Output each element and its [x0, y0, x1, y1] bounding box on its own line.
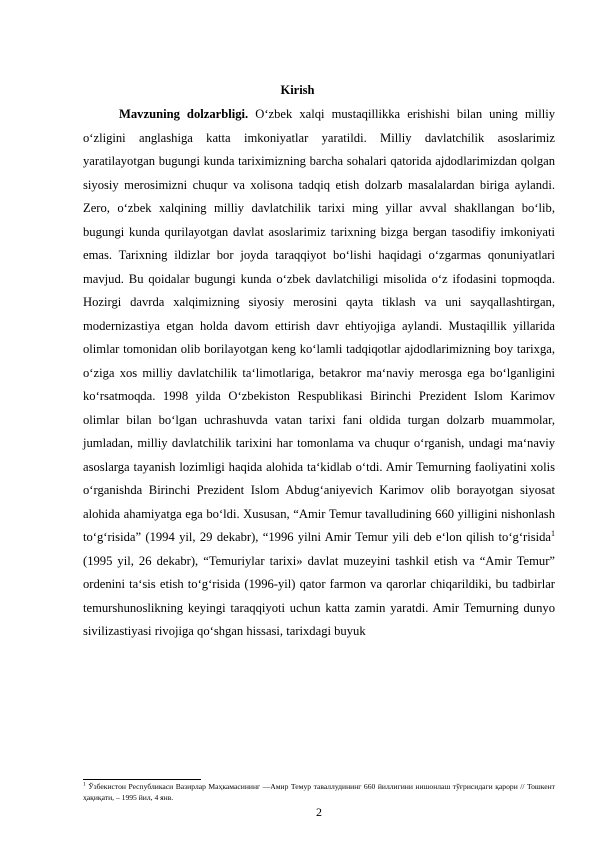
main-paragraph — [83, 103, 555, 644]
paragraph-text-part1: O‘zbek xalqi mustaqillikka erishishi bilan uning milliy o‘zligini anglashiga katta imkoniyatlar yaratildi. Milliy davlatchilik asoslarimiz yaratilayotgan bugungi kunda tariximizning barcha sohalari qatorida ajdodlarimizdan qolgan siyosiy merosimizni chuqur va xolisona tadqiq etish dolzarb masalalardan biriga aylandi. Zero, o‘zbek xalqining milliy davlatchilik tarixi ming yillar avval shakllangan bo‘lib, bugungi kunda qurilayotgan davlat asoslarimiz tarixning bizga bergan tasodifiy imkoniyati emas. Tarixning ildizlar bor joyda taraqqiyot bo‘lishi haqidagi o‘zgarmas qonuniyatlari mavjud. Bu qoidalar bugungi kunda o‘zbek davlatchiligi misolida o‘z ifodasini topmoqda. Hozirgi davrda xalqimizning siyosiy merosini qayta tiklash va uni sayqallashtirgan, modernizastiya etgan holda davom ettirish davr ehtiyojiga aylandi. Mustaqillik yillarida olimlar tomonidan olib borilayotgan keng ko‘lamli tadqiqotlar ajdodlarimizning boy tarixga, o‘ziga xos milliy davlatchilik ta‘limotlariga, betakror ma‘naviy merosga ega bo‘lganligini ko‘rsatmoqda. 1998 yilda O‘zbekiston Respublikasi Birinchi Prezident Islom Karimov olimlar bilan bo‘lgan uchrashuvda vatan tarixi fani oldida turgan dolzarb muammolar, jumladan, milliy davlatchilik tarixini har tomonlama va chuqur o‘rganish, undagi ma‘naviy asoslarga tayanish lozimligi haqida alohida ta‘kidlab o‘tdi. Amir Temurning faoliyatini xolis o‘rganishda Birinchi Prezident Islom Abdug‘aniyevich Karimov olib borayotgan siyosat alohida ahamiyatga ega bo‘ldi. Xususan, “Amir Temur tavalludining 660 yilligini nishonlash to‘g‘risida” (1994 yil, 29 dekabr), “1996 yilni Amir Temur yili deb e‘lon qilish to‘g‘risida — [83, 107, 556, 544]
section-heading: Kirish — [280, 83, 315, 97]
footnote — [83, 782, 555, 803]
page-number: 2 — [316, 805, 322, 819]
footnote-reference[interactable]: 1 — [551, 528, 555, 538]
paragraph-text-part2: (1995 yil, 26 dekabr), “Temuriylar tarixi» davlat muzeyini tashkil etish va “Amir Temur” ordenini ta‘sis etish to‘g‘risida (1996-yil) qator farmon va qarorlar chiqarildiki, bu tadbirlar temurshunoslikning keyingi taraqqiyoti uchun katta zamin yaratdi. Amir Temurning dunyo sivilizastiyasi rivojiga qo‘shgan hissasi, tarixdagi buyuk — [83, 553, 555, 638]
footnote-number: 1 — [83, 781, 86, 788]
footnote-separator — [83, 779, 201, 780]
footnote-text: Ўзбекистон Республикаси Вазирлар Маҳкамасининг ―Амир Темур таваллудининг 660 йиллигини нишонлаш тўғрисидаги қарори // Тошкент ҳақиқати, – 1995 йил, 4 янв. — [83, 782, 555, 802]
paragraph-lead: Mavzuning dolzarbligi. — [119, 107, 249, 121]
